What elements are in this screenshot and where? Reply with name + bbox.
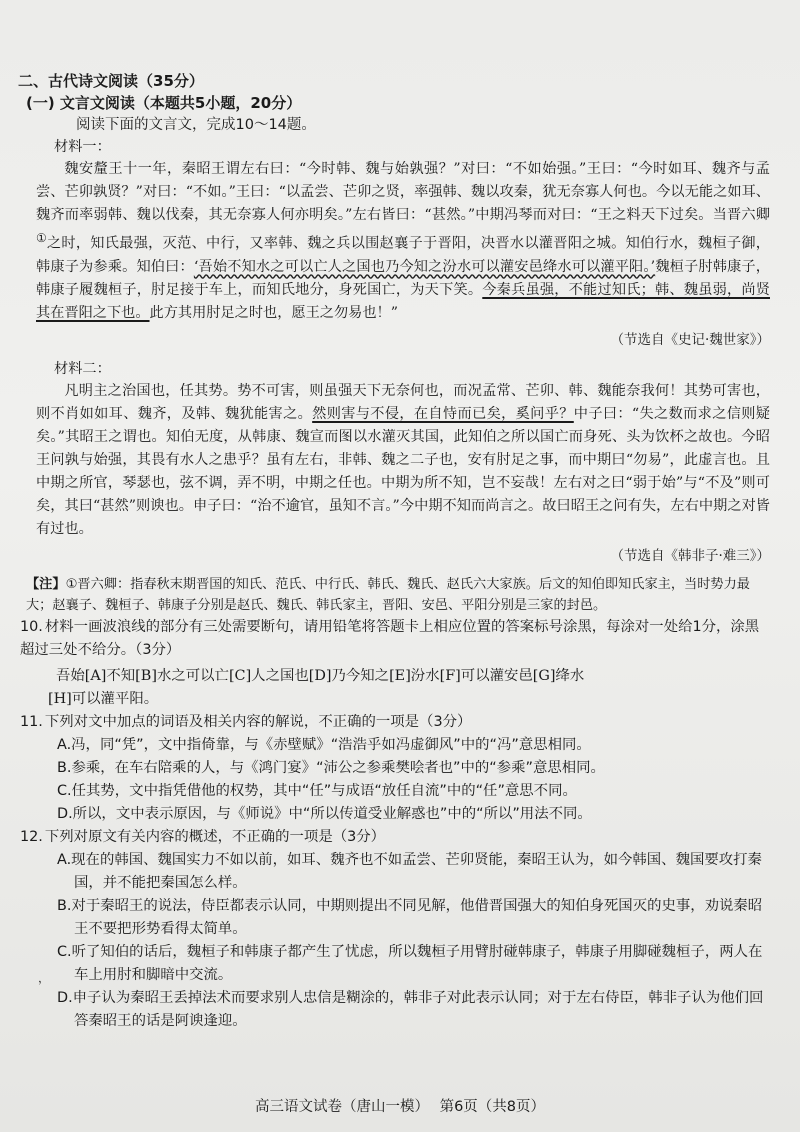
underlined-sentence-2: 然则害与不侵，在自恃而已矣，奚问乎？ [312,405,574,422]
footer-exam-name: 高三语文试卷（唐山一模） [254,1099,429,1115]
material-two-source: （节选自《韩非子·难三》） [610,547,770,564]
question-11-option-d: D.所以，文中表示原因，与《师说》中“所以传道受业解惑也”中的“所以”用法不同。 [57,805,592,822]
question-10 [18,616,770,711]
page-footer [0,1096,800,1119]
material-two-text [18,380,770,541]
footnote [18,574,770,616]
material-one-source: （节选自《史记·魏世家》） [610,331,770,348]
question-11-option-c: C.任其势，文中指凭借他的权势，其中“任”与成语“放任自流”中的“任”意思不同。 [57,782,577,799]
question-11-text: 下列对文中加点的词语及相关内容的解说，不正确的一项是（3分） [44,713,472,730]
material-two [18,358,770,568]
question-11-stem [18,711,770,734]
material-one-title: 材料一： [54,139,111,155]
section-title: 二、古代诗文阅读（35分） [18,72,204,90]
question-11-option-a: A.冯，同“凭”，文中指倚靠，与《赤壁赋》“浩浩乎如冯虚御风”中的“冯”意思相同。 [57,736,591,753]
material-one-part3: 魏桓子肘韩康子，韩康子履魏桓子，肘足接于车上，而知氏地分，身死国亡，为天下笑。 [36,258,770,298]
question-10-number: 10. [20,618,43,635]
question-12-number: 12. [20,828,43,845]
material-two-part2: 中子曰：“失之数而求之信则疑矣。”其昭王之谓也。知伯无度，从韩康、魏宣而图以水灌灭其国，此知伯之所以国亡而身死、头为饮杯之故也。今昭王问孰与始强，其畏有水人之患乎？虽有左右，非韩、魏之二子也，安有肘足之事，而中期曰“勿易”，此虚言也。且中期之所官，琴瑟也，弦不调，弄不明，中期之任也。中期为所不知，岂不妄哉！左右对之曰“弱于始”与“不及”则可矣，其曰“甚然”则谀也。申子曰：“治不逾官，虽知不言。”今中期不知而尚言之。故曰昭王之问有失，左右中期之对皆有过也。 [36,405,770,537]
question-12-stem [18,826,770,849]
material-two-part1: 凡明主之治国也，任其势。势不可害，则虽强天下无奈何也，而况孟常、芒卯、韩、魏能奈我何！其势可害也，则不肖如如耳、魏齐，及韩、魏犹能害之。 [36,382,770,422]
question-10-text: 材料一画波浪线的部分有三处需要断句，请用铅笔将答题卡上相应位置的答案标号涂黑，每涂对一处给1分，涂黑超过三处不给分。（3分） [20,618,760,658]
question-12 [18,826,770,1033]
wavy-underlined-sentence: ‘吾始不知水之可以亡人之国也乃今知之汾水可以灌安邑绛水可以灌平阳。’ [193,258,656,275]
note-ref: ① [36,231,47,245]
material-one-text [18,158,770,325]
material-one-part1: 魏安釐王十一年，秦昭王谓左右曰：“今时韩、魏与始孰强？”对曰：“不如始强。”王曰：“今时如耳、魏齐与孟尝、芒卯孰贤？”对曰：“不如。”王曰：“以孟尝、芒卯之贤，率强韩、魏以攻秦，犹无奈寡人何也。今以无能之如耳、魏齐而率弱韩、魏以伐秦，其无奈寡人何亦明矣。”左右皆曰：“甚然。”中期冯琴而对曰：“王之料天下过矣。当晋六卿 [36,161,770,223]
question-12-option-d: D.申子认为秦昭王丢掉法术而要求别人忠信是糊涂的，韩非子对此表示认同；对于左右侍臣，韩非子认为他们回答秦昭王的话是阿谀逢迎。 [57,989,764,1029]
material-one-part4: 此方其用肘足之时也，愿王之勿易也！” [149,304,398,321]
question-10-passage-line1: 吾始[A]不知[B]水之可以亡[C]人之国也[D]乃今知之[E]汾水[F]可以灌安邑[G]绛水 [56,667,585,684]
subsection-title: (一) 文言文阅读（本题共5小题，20分） [26,94,302,112]
question-11 [18,711,770,826]
stray-pen-mark: ， [38,971,51,985]
material-one-part2: 之时，知氏最强，灭范、中行，又率韩、魏之兵以围赵襄子于晋阳，决晋水以灌晋阳之城。知伯行水，魏桓子御，韩康子为参乘。知伯曰： [36,235,770,275]
footnote-text: ①晋六卿：指春秋末期晋国的知氏、范氏、中行氏、韩氏、魏氏、赵氏六大家族。后文的知伯即知氏家主，当时势力最大；赵襄子、魏桓子、韩康子分别是赵氏、魏氏、韩氏家主，晋阳、安邑、平阳分别是三家的封邑。 [26,576,750,613]
footnote-label: 【注】 [26,576,66,592]
question-10-stem [18,616,770,662]
question-12-text: 下列对原文有关内容的概述，不正确的一项是（3分） [44,828,386,845]
question-12-option-b: B.对于秦昭王的说法，侍臣都表示认同，中期则提出不同见解，他借晋国强大的知伯身死国灭的史事，劝说秦昭王不要把形势看得太简单。 [57,897,763,937]
question-10-passage-line2: [H]可以灌平阳。 [48,690,159,707]
question-12-option-c: C.听了知伯的话后，魏桓子和韩康子都产生了忧虑，所以魏桓子用臂肘碰韩康子，韩康子用脚碰魏桓子，两人在车上用肘和脚暗中交流。 [57,943,763,983]
question-12-option-a: A.现在的韩国、魏国实力不如以前，如耳、魏齐也不如孟尝、芒卯贤能，秦昭王认为，如今韩国、魏国要攻打秦国，并不能把秦国怎么样。 [57,851,762,891]
material-two-title: 材料二： [54,360,111,377]
reading-instruction: 阅读下面的文言文，完成10～14题。 [76,117,316,133]
question-11-number: 11. [20,713,43,730]
footer-page-number: 第6页（共8页） [439,1099,546,1115]
underlined-sentence-1: 今秦兵虽强，不能过知氏；韩、魏虽弱，尚贤其在晋阳之下也。 [36,281,770,321]
material-one [18,136,770,352]
question-11-option-b: B.参乘，在车右陪乘的人，与《鸿门宴》“沛公之参乘樊哙者也”中的“参乘”意思相同。 [57,759,605,776]
